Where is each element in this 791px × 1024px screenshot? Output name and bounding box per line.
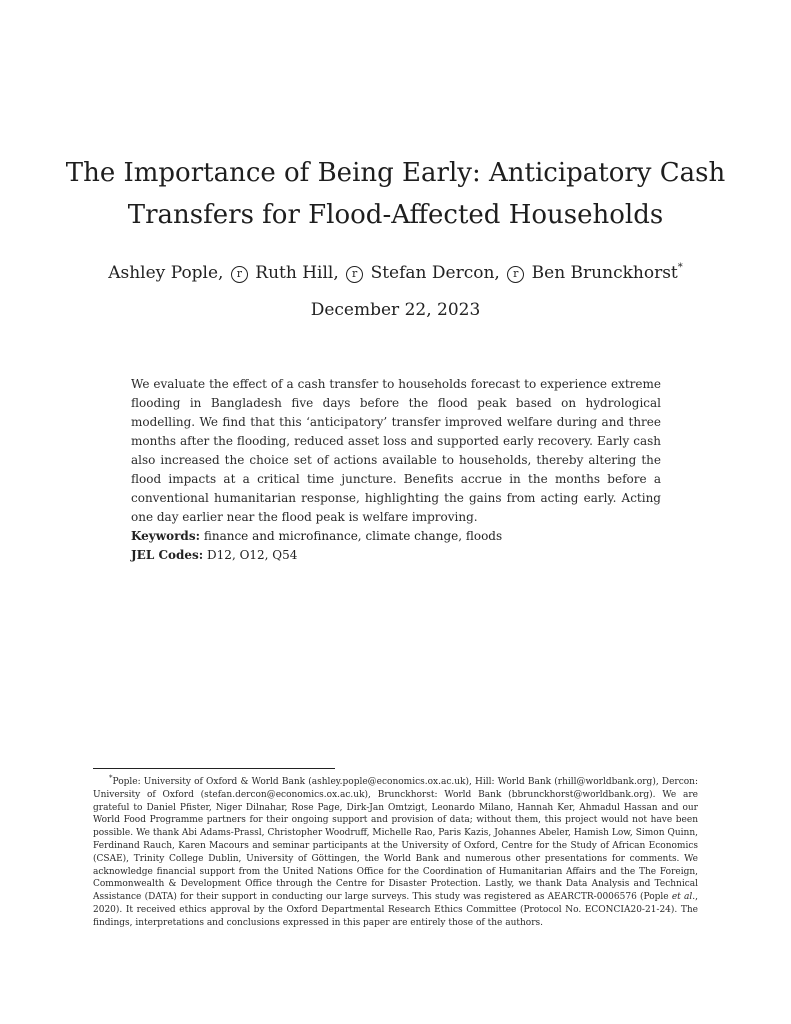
jel-value: D12, O12, Q54 — [207, 548, 298, 562]
author-name: Ashley Pople, — [108, 263, 224, 283]
random-order-icon: r — [346, 266, 363, 283]
keywords-value: finance and microfinance, climate change, floods — [203, 529, 503, 543]
keywords-label: Keywords: — [131, 529, 201, 543]
paper-title — [0, 152, 791, 236]
jel-label: JEL Codes: — [131, 548, 204, 562]
author-name: Stefan Dercon, — [370, 263, 500, 283]
keywords-line — [131, 527, 502, 546]
footnote-text-end: , 2020). It received ethics approval by the Oxford Departmental Research Ethics Committee (Protocol No. ECONCIA20-21-24). The findings, interpretations and conclusions expressed in this paper are entirely those of the authors. — [93, 892, 698, 928]
footnote-rule — [93, 768, 335, 769]
footnote-text: Pople: University of Oxford & World Bank (ashley.pople@economics.ox.ac.uk), Hill: World Bank (rhill@worldbank.org), Dercon: University of Oxford (stefan.dercon@economics.ox.ac.uk), Brunckhorst: World Bank (bbrunckhorst@worldbank.org). We are grateful to Daniel Pfister, Niger Dilnahar, Rose Page, Dirk-Jan Omtzigt, Leonardo Milano, Hannah Ker, Ahmadul Hassan and our World Food Programme partners for their ongoing support and provision of data; without them, this project would not have been possible. We thank Abi Adams-Prassl, Christopher Woodruff, Michelle Rao, Paris Kazis, Johannes Abeler, Hamish Low, Simon Quinn, Ferdinand Rauch, Karen Macours and seminar participants at the University of Oxford, Centre for the Study of African Economics (CSAE), Trinity College Dublin, University of Göttingen, the World Bank and numerous other presentations for comments. We acknowledge financial support from the United Nations Office for the Coordination of Humanitarian Affairs and the The Foreign, Commonwealth & Development Office through the Centre for Disaster Protection. Lastly, we thank Data Analysis and Technical Assistance (DATA) for their support in conducting our large surveys. This study was registered as AEARCTR-0006576 (Pople — [93, 777, 698, 903]
title-line-2: Transfers for Flood-Affected Households — [127, 200, 664, 230]
footnote-marker: * — [109, 774, 113, 782]
author-name: Ben Brunckhorst — [531, 263, 678, 283]
footnote — [93, 772, 698, 930]
random-order-icon: r — [231, 266, 248, 283]
random-order-icon: r — [507, 266, 524, 283]
title-line-1: The Importance of Being Early: Anticipatory Cash — [65, 158, 726, 188]
paper-date: December 22, 2023 — [310, 300, 481, 320]
footnote-marker: * — [677, 262, 683, 273]
author-name: Ruth Hill, — [255, 263, 339, 283]
abstract: We evaluate the effect of a cash transfer to households forecast to experience extreme flooding in Bangladesh five days before the flood peak based on hydrological modelling. We find that this ‘anticipatory’ transfer improved welfare during and three months after the flooding, reduced asset loss and supported early recovery. Early cash also increased the choice set of actions available to households, thereby altering the flood impacts at a critical time juncture. Benefits accrue in the months before a conventional humanitarian response, highlighting the gains from acting early. Acting one day earlier near the flood peak is welfare improving. — [131, 377, 661, 524]
footnote-et-al: et al. — [671, 892, 696, 903]
jel-line — [131, 546, 297, 565]
author-list — [0, 256, 791, 285]
